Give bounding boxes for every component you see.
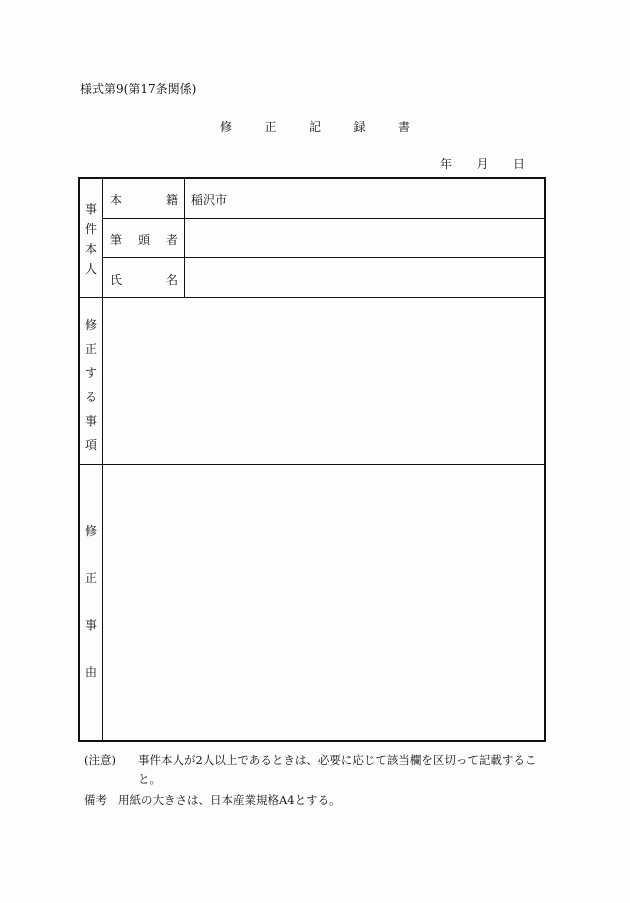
section-divider	[80, 464, 544, 465]
label-char: 正	[84, 571, 97, 585]
label-column-divider	[102, 179, 103, 740]
hittosha-value[interactable]	[191, 231, 531, 247]
row-divider	[102, 257, 544, 258]
correction-items-value[interactable]	[110, 305, 535, 455]
label-char: 頭	[137, 233, 150, 247]
day-label: 日	[512, 157, 525, 171]
label-char: 事	[84, 202, 97, 216]
label-char: 修	[84, 524, 97, 538]
caution-note	[84, 751, 554, 770]
label-char: 本	[84, 242, 97, 256]
label-char: 由	[84, 665, 97, 679]
label-char: す	[84, 366, 97, 380]
title-char: 書	[397, 120, 410, 134]
correction-reason-value[interactable]	[110, 473, 535, 728]
label-char: 事	[84, 414, 97, 428]
year-label: 年	[440, 157, 453, 171]
label-char: 修	[84, 318, 97, 332]
label-char: 氏	[110, 273, 123, 287]
field-label-divider	[184, 179, 185, 297]
title-char: 修	[220, 120, 233, 134]
shimei-label	[110, 271, 178, 288]
date-line	[440, 155, 525, 172]
label-char: 籍	[165, 193, 178, 207]
honseki-value[interactable]: 稲沢市	[191, 193, 228, 207]
label-char: 事	[84, 618, 97, 632]
remark-head: 備考	[84, 793, 107, 807]
row-divider	[102, 218, 544, 219]
hittosha-label	[110, 231, 178, 248]
correction-items-label	[80, 319, 102, 451]
label-char: 正	[84, 342, 97, 356]
label-char: 本	[110, 193, 123, 207]
shimei-value[interactable]	[191, 271, 531, 287]
remark-text: 用紙の大きさは、日本産業規格A4とする。	[118, 793, 341, 807]
remark-note	[84, 791, 554, 810]
notes-section	[84, 751, 554, 810]
honseki-label	[110, 191, 178, 208]
caution-text-continued: と。	[138, 772, 161, 786]
person-section-label	[80, 203, 102, 275]
label-char: る	[84, 390, 97, 404]
title-char: 正	[264, 120, 277, 134]
form-table	[78, 177, 546, 742]
correction-reason-label	[80, 525, 102, 678]
label-char: 件	[84, 222, 97, 236]
document-title	[220, 118, 410, 135]
label-char: 者	[165, 233, 178, 247]
caution-head: (注意)	[84, 753, 116, 767]
label-char: 名	[165, 273, 178, 287]
section-divider	[80, 297, 544, 298]
title-char: 録	[353, 120, 366, 134]
label-char: 項	[84, 438, 97, 452]
label-char: 人	[84, 262, 97, 276]
label-char: 筆	[110, 233, 123, 247]
title-char: 記	[308, 120, 321, 134]
form-number: 様式第9(第17条関係)	[80, 82, 197, 96]
month-label: 月	[476, 157, 489, 171]
caution-text: 事件本人が2人以上であるときは、必要に応じて該当欄を区切って記載するこ	[138, 753, 537, 767]
